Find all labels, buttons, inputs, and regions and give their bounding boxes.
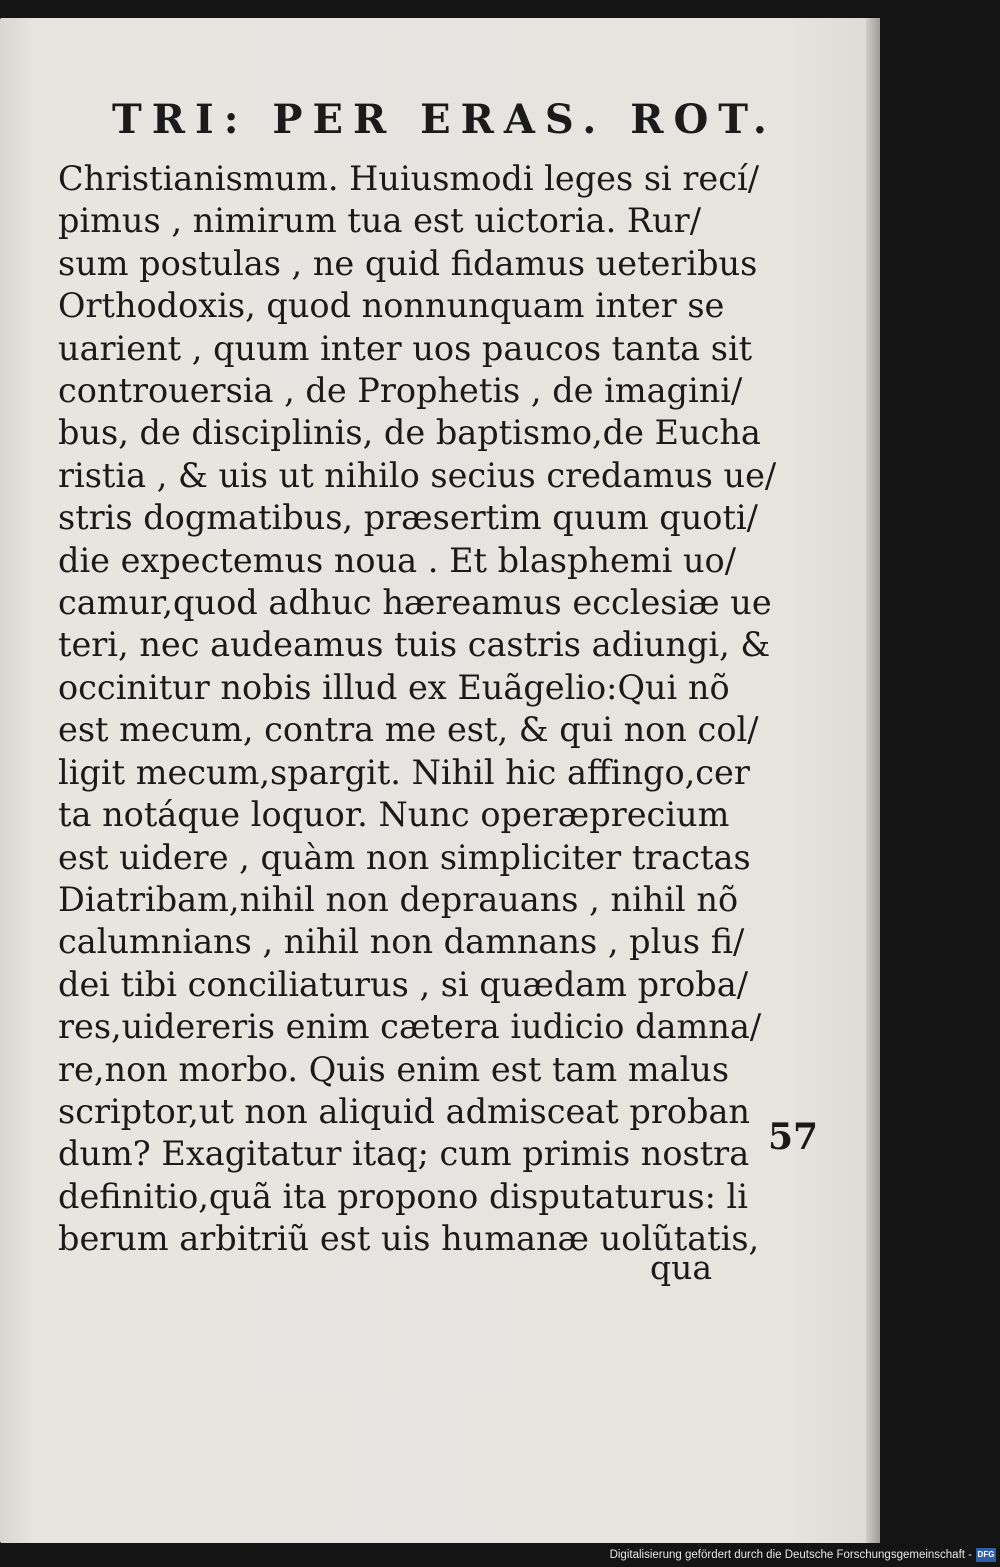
- text-line: Orthodoxis, quod nonnunquam inter se: [58, 286, 725, 326]
- text-line: controuersia , de Prophetis , de imagini/: [58, 371, 743, 411]
- digitization-credit: Digitalisierung gefördert durch die Deutsche Forschungsgemeinschaft -: [609, 1549, 972, 1561]
- body-text: [58, 158, 777, 1261]
- text-line: est mecum, contra me est, & qui non col/: [58, 710, 759, 750]
- page-edge: [866, 18, 880, 1543]
- folio-number: 57: [768, 1116, 819, 1158]
- text-line: uarient , quum inter uos paucos tanta sit: [58, 328, 753, 368]
- text-line: sum postulas , ne quid fidamus ueteribus: [58, 243, 758, 283]
- text-line: dei tibi conciliaturus , si quædam proba/: [58, 964, 748, 1004]
- text-line: est uidere , quàm non simpliciter tractas: [58, 837, 751, 877]
- dfg-logo: DFG: [976, 1548, 996, 1562]
- text-line: definitio,quã ita propono disputaturus: li: [58, 1176, 748, 1216]
- text-line: camur,quod adhuc hæreamus ecclesiæ ue: [58, 583, 772, 623]
- text-line: scriptor,ut non aliquid admisceat proban: [58, 1091, 751, 1131]
- text-line: Christianismum. Huiusmodi leges si recí/: [58, 159, 759, 198]
- text-line: ligit mecum,spargit. Nihil hic affingo,cer: [58, 752, 750, 792]
- catchword: qua: [650, 1248, 713, 1287]
- text-line: berum arbitriũ est uis humanæ uolũtatis,: [58, 1219, 760, 1259]
- text-line: stris dogmatibus, præsertim quum quoti/: [58, 498, 758, 538]
- text-line: teri, nec audeamus tuis castris adiungi, &: [58, 625, 771, 665]
- text-line: re,non morbo. Quis enim est tam malus: [58, 1049, 730, 1089]
- text-line: res,uidereris enim cætera iudicio damna/: [58, 1007, 762, 1047]
- running-head: TRI: PER ERAS. ROT.: [112, 96, 777, 143]
- text-line: Diatribam,nihil non deprauans , nihil nõ: [58, 879, 739, 919]
- text-line: ta notáque loquor. Nunc operæprecium: [58, 795, 730, 835]
- text-line: bus, de disciplinis, de baptismo,de Eucha: [58, 413, 761, 453]
- text-line: pimus , nimirum tua est uictoria. Rur/: [58, 201, 701, 241]
- text-line: occinitur nobis illud ex Euãgelio:Qui nõ: [58, 667, 730, 707]
- text-line: ristia , & uis ut nihilo secius credamus ue/: [58, 455, 777, 495]
- text-line: die expectemus noua . Et blasphemi uo/: [58, 540, 736, 580]
- text-line: calumnians , nihil non damnans , plus fi/: [58, 922, 745, 962]
- text-line: dum? Exagitatur itaq; cum primis nostra: [58, 1134, 750, 1174]
